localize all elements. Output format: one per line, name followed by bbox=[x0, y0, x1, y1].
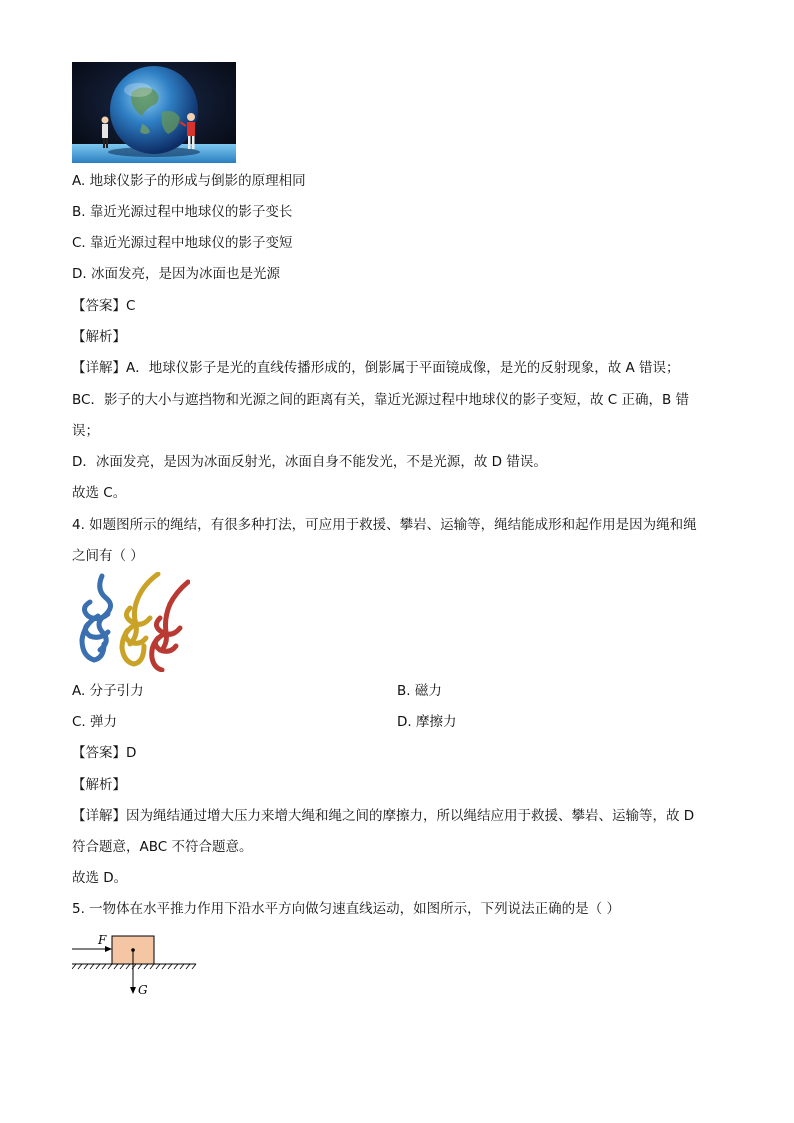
force-diagram bbox=[72, 930, 202, 1000]
q4-analysis-label: 【解析】 bbox=[72, 777, 126, 793]
q3-answer: 【答案】C bbox=[72, 298, 136, 314]
ground-hatch bbox=[72, 964, 196, 969]
q3-option-c: C. 靠近光源过程中地球仪的影子变短 bbox=[72, 235, 293, 251]
q4-stem-line-1: 4. 如题图所示的绳结，有很多种打法，可应用于救援、攀岩、运输等，绳结能成形和起作用是因为绳和绳 bbox=[72, 517, 697, 533]
q3-detail-line-4: D．冰面发亮，是因为冰面反射光，冰面自身不能发光，不是光源，故 D 错误。 bbox=[72, 454, 547, 470]
q4-option-a: A. 分子引力 bbox=[72, 683, 144, 699]
q4-stem-line-2: 之间有（ ） bbox=[72, 548, 144, 564]
q3-detail-line-3: 误； bbox=[72, 423, 99, 439]
q5-stem: 5. 一物体在水平推力作用下沿水平方向做匀速直线运动，如图所示，下列说法正确的是（ ） bbox=[72, 901, 620, 917]
q4-detail-line-2: 符合题意，ABC 不符合题意。 bbox=[72, 839, 253, 855]
q3-option-a: A. 地球仪影子的形成与倒影的原理相同 bbox=[72, 173, 306, 189]
red-rope bbox=[152, 582, 188, 670]
q4-option-c: C. 弹力 bbox=[72, 714, 118, 730]
force-label-f: F bbox=[98, 933, 107, 947]
q4-answer: 【答案】D bbox=[72, 745, 137, 761]
q3-conclusion: 故选 C。 bbox=[72, 485, 127, 501]
q4-option-d: D. 摩擦力 bbox=[397, 714, 457, 730]
q4-option-b: B. 磁力 bbox=[397, 683, 442, 699]
q4-detail-line-1: 【详解】因为绳结通过增大压力来增大绳和绳之间的摩擦力，所以绳结应用于救援、攀岩、运输等，故 D bbox=[72, 808, 695, 824]
q3-option-b: B. 靠近光源过程中地球仪的影子变长 bbox=[72, 204, 293, 220]
gravity-label-g: G bbox=[138, 983, 148, 997]
globe-on-ice-photo bbox=[72, 62, 236, 163]
q3-analysis-label: 【解析】 bbox=[72, 329, 126, 345]
rope-knots-image bbox=[72, 572, 190, 672]
q3-detail-line-2: BC．影子的大小与遮挡物和光源之间的距离有关，靠近光源过程中地球仪的影子变短，故 C 正确，B 错 bbox=[72, 392, 690, 408]
q3-option-d: D. 冰面发亮，是因为冰面也是光源 bbox=[72, 266, 280, 282]
q4-conclusion: 故选 D。 bbox=[72, 870, 128, 886]
q3-detail-line-1: 【详解】A．地球仪影子是光的直线传播形成的，倒影属于平面镜成像，是光的反射现象，故 A 错误； bbox=[72, 360, 680, 376]
blue-rope bbox=[82, 576, 111, 660]
